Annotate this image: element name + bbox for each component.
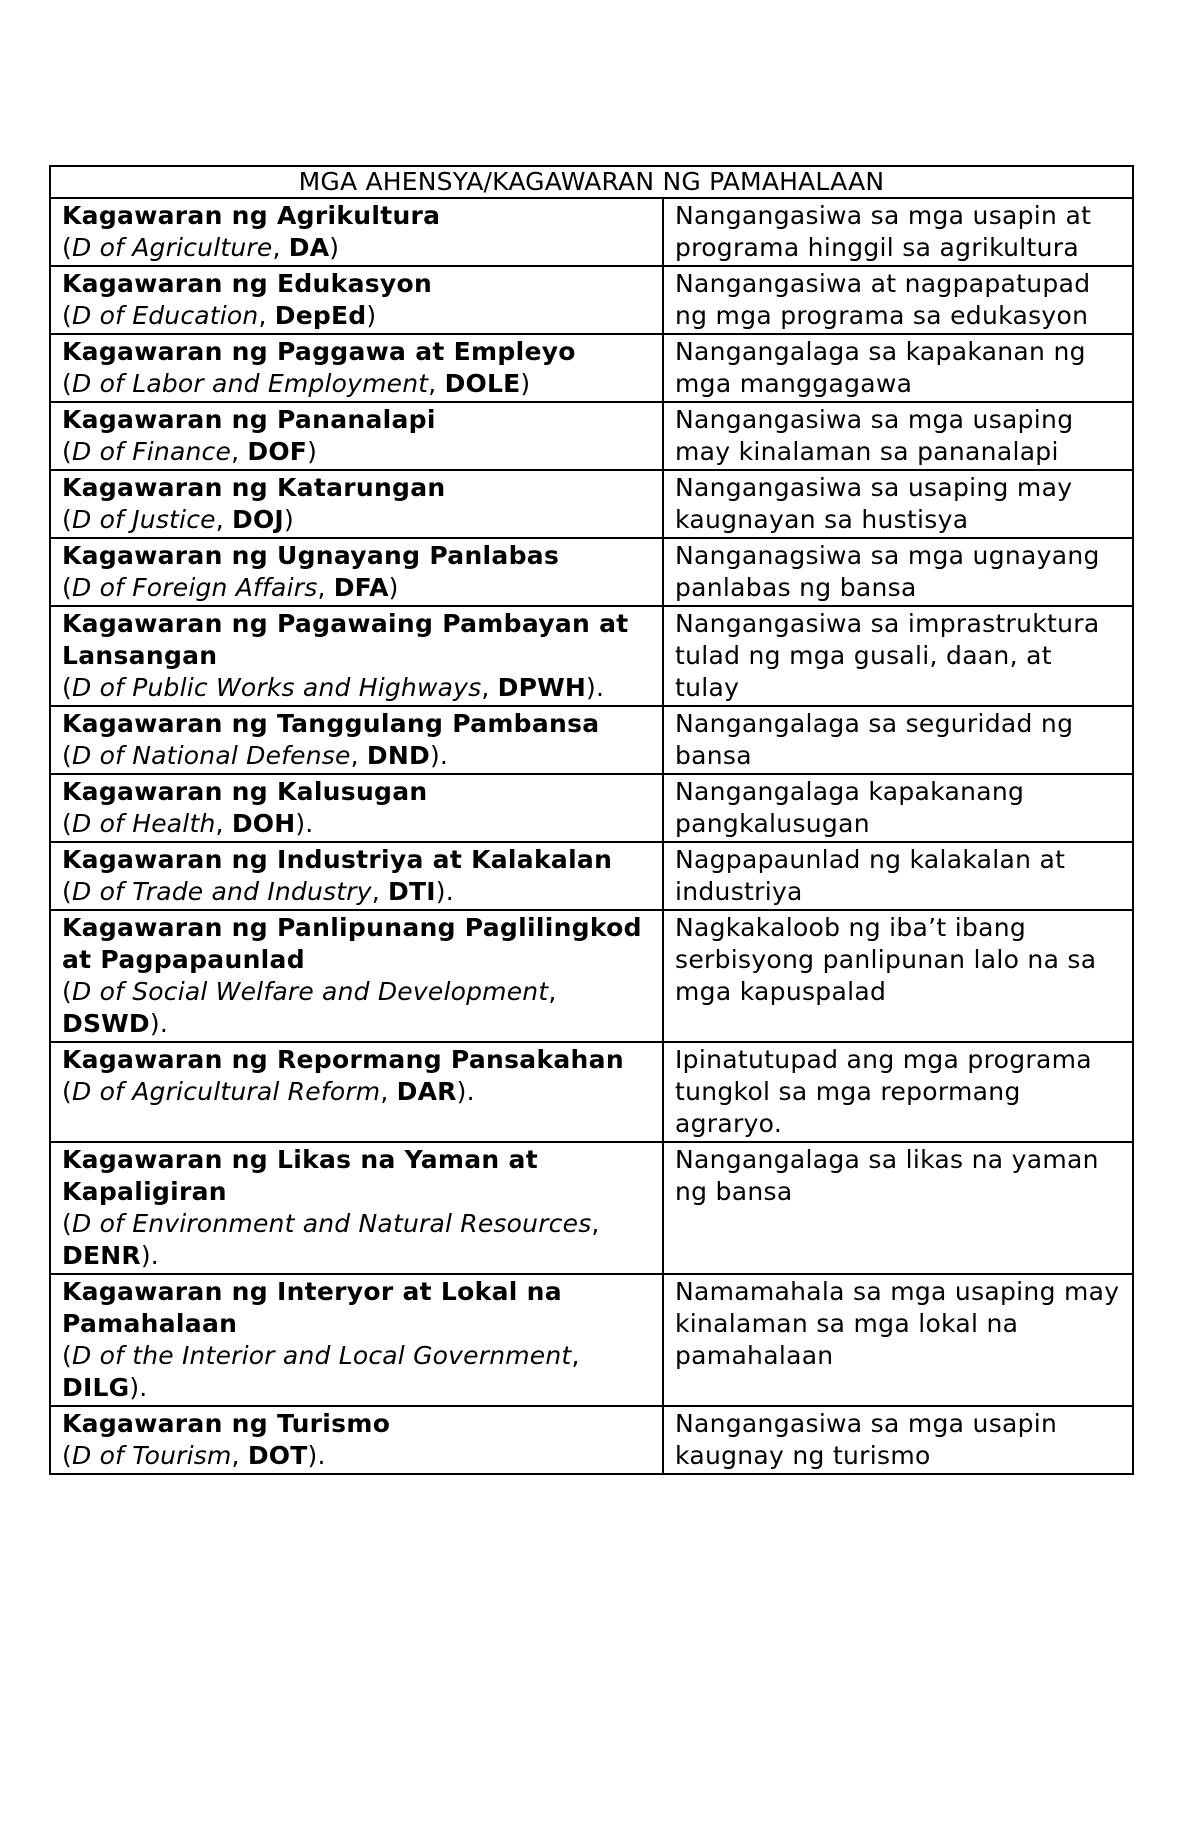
english-name: D of Trade and Industry (71, 877, 372, 906)
agency-abbr: DA (288, 233, 330, 262)
agency-english: (D of Labor and Employment, DOLE) (62, 369, 531, 398)
agency-name: Kagawaran ng Ugnayang Panlabas (62, 541, 560, 570)
agency-english: (D of Social Welfare and Development, DSWD). (62, 977, 557, 1038)
table-row (50, 198, 1133, 266)
english-name: D of Foreign Affairs (71, 573, 318, 602)
agency-description: Nagpapaunlad ng kalakalan at industriya (675, 845, 1066, 906)
agency-name: Kagawaran ng Tanggulang Pambansa (62, 709, 600, 738)
agency-cell (50, 1042, 663, 1142)
agency-description: Nagkakaloob ng iba’t ibang serbisyong panlipunan lalo na sa mga kapuspalad (675, 913, 1097, 1006)
agency-english: (D of the Interior and Local Government, DILG). (62, 1341, 580, 1402)
description-cell (663, 1406, 1133, 1474)
english-name: D of National Defense (71, 741, 351, 770)
english-name: D of Tourism (71, 1441, 232, 1470)
agency-cell (50, 910, 663, 1042)
description-cell (663, 842, 1133, 910)
english-name: D of Agriculture (71, 233, 273, 262)
agency-name: Kagawaran ng Kalusugan (62, 777, 428, 806)
table-row (50, 842, 1133, 910)
table-row (50, 470, 1133, 538)
table-row (50, 706, 1133, 774)
agency-cell (50, 1406, 663, 1474)
description-cell (663, 1274, 1133, 1406)
agency-english: (D of Agricultural Reform, DAR). (62, 1077, 475, 1106)
table-row (50, 538, 1133, 606)
agency-description: Nangangasiwa sa mga usaping may kinalaman sa pananalapi (675, 405, 1074, 466)
agency-english: (D of Education, DepEd) (62, 301, 377, 330)
table-row (50, 334, 1133, 402)
english-name: D of Environment and Natural Resources (71, 1209, 592, 1238)
description-cell (663, 1042, 1133, 1142)
description-cell (663, 606, 1133, 706)
agency-description: Nangangasiwa sa usaping may kaugnayan sa hustisya (675, 473, 1073, 534)
agency-english: (D of Tourism, DOT). (62, 1441, 326, 1470)
agency-abbr: DENR (62, 1241, 141, 1270)
agency-description: Ipinatutupad ang mga programa tungkol sa mga repormang agraryo. (675, 1045, 1092, 1138)
description-cell (663, 538, 1133, 606)
agency-name: Kagawaran ng Panlipunang Paglilingkod at Pagpapaunlad (62, 913, 642, 974)
agency-abbr: DOT (247, 1441, 308, 1470)
table-header-row (50, 166, 1133, 198)
table-row (50, 1042, 1133, 1142)
agency-description: Nangangasiwa sa imprastruktura tulad ng mga gusali, daan, at tulay (675, 609, 1100, 702)
agency-cell (50, 198, 663, 266)
agency-abbr: DAR (396, 1077, 457, 1106)
agency-abbr: DFA (333, 573, 389, 602)
agency-name: Kagawaran ng Turismo (62, 1409, 391, 1438)
agency-cell (50, 402, 663, 470)
agency-english: (D of Environment and Natural Resources, DENR). (62, 1209, 600, 1270)
agency-name: Kagawaran ng Katarungan (62, 473, 446, 502)
english-name: D of the Interior and Local Government (71, 1341, 572, 1370)
table-row (50, 1274, 1133, 1406)
agency-abbr: DND (366, 741, 430, 770)
agency-english: (D of National Defense, DND). (62, 741, 449, 770)
agency-description: Nanganagsiwa sa mga ugnayang panlabas ng bansa (675, 541, 1100, 602)
agency-abbr: DTI (388, 877, 436, 906)
agency-abbr: DepEd (274, 301, 367, 330)
agency-english: (D of Public Works and Highways, DPWH). (62, 673, 605, 702)
agency-english: (D of Justice, DOJ) (62, 505, 294, 534)
agency-name: Kagawaran ng Interyor at Lokal na Pamahalaan (62, 1277, 562, 1338)
agency-name: Kagawaran ng Paggawa at Empleyo (62, 337, 576, 366)
description-cell (663, 470, 1133, 538)
table-row (50, 774, 1133, 842)
agency-english: (D of Foreign Affairs, DFA) (62, 573, 399, 602)
agency-abbr: DOJ (232, 505, 284, 534)
description-cell (663, 774, 1133, 842)
description-cell (663, 706, 1133, 774)
table-row (50, 1142, 1133, 1274)
agency-name: Kagawaran ng Pananalapi (62, 405, 436, 434)
agency-name: Kagawaran ng Agrikultura (62, 201, 441, 230)
agency-cell (50, 774, 663, 842)
english-name: D of Education (71, 301, 259, 330)
agency-cell (50, 842, 663, 910)
english-name: D of Public Works and Highways (71, 673, 482, 702)
agency-abbr: DOH (231, 809, 296, 838)
agency-cell (50, 1142, 663, 1274)
agency-name: Kagawaran ng Edukasyon (62, 269, 433, 298)
agency-cell (50, 606, 663, 706)
agency-english: (D of Health, DOH). (62, 809, 314, 838)
agency-abbr: DPWH (497, 673, 587, 702)
agency-table (49, 165, 1134, 1475)
table-row (50, 1406, 1133, 1474)
description-cell (663, 1142, 1133, 1274)
agency-cell (50, 334, 663, 402)
table-row (50, 910, 1133, 1042)
agency-description: Nangangalaga sa kapakanan ng mga manggagawa (675, 337, 1086, 398)
agency-description: Nangangasiwa sa mga usapin at programa hinggil sa agrikultura (675, 201, 1092, 262)
agency-cell (50, 706, 663, 774)
table-row (50, 266, 1133, 334)
agency-english: (D of Agriculture, DA) (62, 233, 340, 262)
agency-english: (D of Finance, DOF) (62, 437, 318, 466)
agency-abbr: DOLE (444, 369, 521, 398)
agency-cell (50, 1274, 663, 1406)
agency-name: Kagawaran ng Industriya at Kalakalan (62, 845, 613, 874)
agency-abbr: DILG (62, 1373, 130, 1402)
english-name: D of Labor and Employment (71, 369, 429, 398)
description-cell (663, 910, 1133, 1042)
english-name: D of Health (71, 809, 216, 838)
agency-name: Kagawaran ng Pagawaing Pambayan at Lansangan (62, 609, 629, 670)
table-row (50, 402, 1133, 470)
agency-description: Nangangalaga kapakanang pangkalusugan (675, 777, 1025, 838)
agency-english: (D of Trade and Industry, DTI). (62, 877, 454, 906)
agency-cell (50, 538, 663, 606)
agency-name: Kagawaran ng Repormang Pansakahan (62, 1045, 624, 1074)
english-name: D of Finance (71, 437, 232, 466)
agency-abbr: DSWD (62, 1009, 150, 1038)
agency-description: Namamahala sa mga usaping may kinalaman sa mga lokal na pamahalaan (675, 1277, 1120, 1370)
description-cell (663, 266, 1133, 334)
table-row (50, 606, 1133, 706)
description-cell (663, 402, 1133, 470)
agency-description: Nangangasiwa at nagpapatupad ng mga programa sa edukasyon (675, 269, 1091, 330)
agency-cell (50, 470, 663, 538)
description-cell (663, 334, 1133, 402)
agency-cell (50, 266, 663, 334)
english-name: D of Agricultural Reform (71, 1077, 381, 1106)
table-title: MGA AHENSYA/KAGAWARAN NG PAMAHALAAN (50, 166, 1133, 198)
agency-abbr: DOF (247, 437, 308, 466)
english-name: D of Justice (71, 505, 216, 534)
table-body (50, 198, 1133, 1474)
description-cell (663, 198, 1133, 266)
agency-name: Kagawaran ng Likas na Yaman at Kapaligiran (62, 1145, 538, 1206)
english-name: D of Social Welfare and Development (71, 977, 549, 1006)
agency-description: Nangangalaga sa seguridad ng bansa (675, 709, 1074, 770)
agency-description: Nangangasiwa sa mga usapin kaugnay ng turismo (675, 1409, 1058, 1470)
agency-description: Nangangalaga sa likas na yaman ng bansa (675, 1145, 1099, 1206)
